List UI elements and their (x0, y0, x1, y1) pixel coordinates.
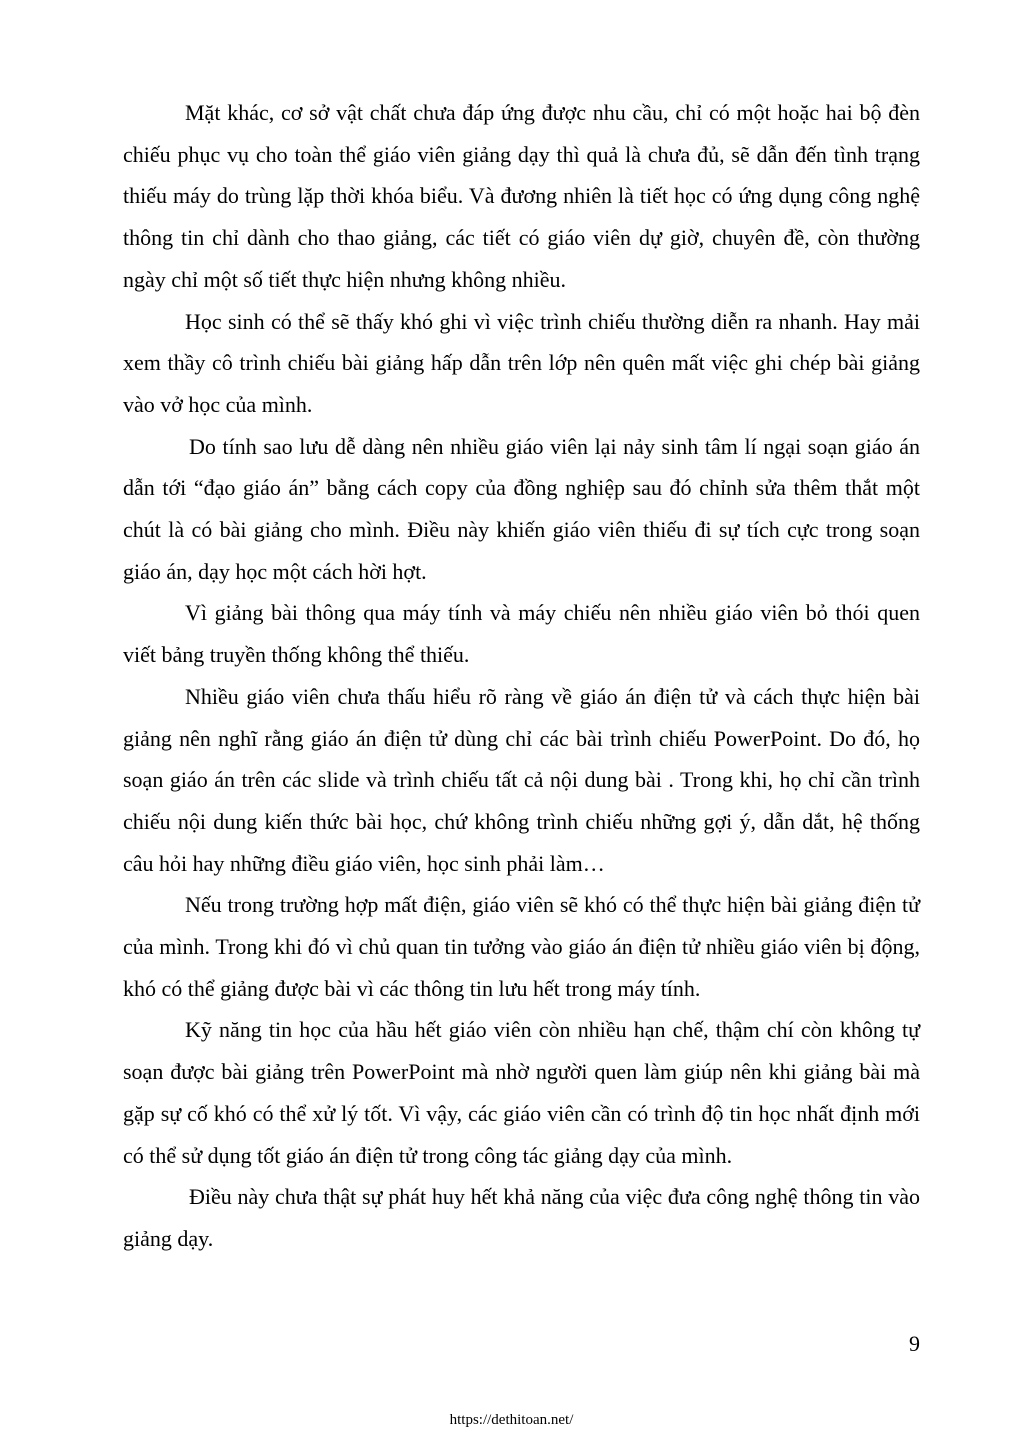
footer-url: https://dethitoan.net/ (449, 1412, 574, 1428)
paragraph: Nếu trong trường hợp mất điện, giáo viên sẽ khó có thể thực hiện bài giảng điện tử của mình. Trong khi đó vì chủ quan tin tưởng vào giáo án điện tử nhiều giáo viên bị động, khó có thể giảng được bài vì các thông tin lưu hết trong máy tính. (123, 892, 920, 1001)
page-number: 9 (909, 1331, 920, 1356)
paragraph: Do tính sao lưu dễ dàng nên nhiều giáo viên lại nảy sinh tâm lí ngại soạn giáo án dẫn tới “đạo giáo án” bằng cách copy của đồng nghiệp sau đó chỉnh sửa thêm thắt một chút là có bài giảng cho mình. Điều này khiến giáo viên thiếu đi sự tích cực trong soạn giáo án, dạy học một cách hời hợt. (123, 433, 920, 584)
paragraph: Nhiều giáo viên chưa thấu hiểu rõ ràng về giáo án điện tử và cách thực hiện bài giảng nên nghĩ rằng giáo án điện tử dùng chỉ các bài trình chiếu PowerPoint. Do đó, họ soạn giáo án trên các slide và trình chiếu tất cả nội dung bài . Trong khi, họ chỉ cần trình chiếu nội dung kiến thức bài học, chứ không trình chiếu những gợi ý, dẫn dắt, hệ thống câu hỏi hay những điều giáo viên, học sinh phải làm… (123, 683, 920, 876)
paragraph: Kỹ năng tin học của hầu hết giáo viên còn nhiều hạn chế, thậm chí còn không tự soạn được bài giảng trên PowerPoint mà nhờ người quen làm giúp nên khi giảng bài mà gặp sự cố khó có thể xử lý tốt. Vì vậy, các giáo viên cần có trình độ tin học nhất định mới có thể sử dụng tốt giáo án điện tử trong công tác giảng dạy của mình. (123, 1017, 920, 1168)
paragraph: Học sinh có thể sẽ thấy khó ghi vì việc trình chiếu thường diễn ra nhanh. Hay mải xem thầy cô trình chiếu bài giảng hấp dẫn trên lớp nên quên mất việc ghi chép bài giảng vào vở học của mình. (123, 308, 920, 417)
document-body (123, 92, 920, 1260)
paragraph: Mặt khác, cơ sở vật chất chưa đáp ứng được nhu cầu, chỉ có một hoặc hai bộ đèn chiếu phục vụ cho toàn thể giáo viên giảng dạy thì quả là chưa đủ, sẽ dẫn đến tình trạng thiếu máy do trùng lặp thời khóa biểu. Và đương nhiên là tiết học có ứng dụng công nghệ thông tin chỉ dành cho thao giảng, các tiết có giáo viên dự giờ, chuyên đề, còn thường ngày chỉ một số tiết thực hiện nhưng không nhiều. (123, 100, 920, 292)
paragraph: Điều này chưa thật sự phát huy hết khả năng của việc đưa công nghệ thông tin vào giảng dạy. (123, 1184, 920, 1251)
paragraph: Vì giảng bài thông qua máy tính và máy chiếu nên nhiều giáo viên bỏ thói quen viết bảng truyền thống không thể thiếu. (123, 600, 920, 668)
